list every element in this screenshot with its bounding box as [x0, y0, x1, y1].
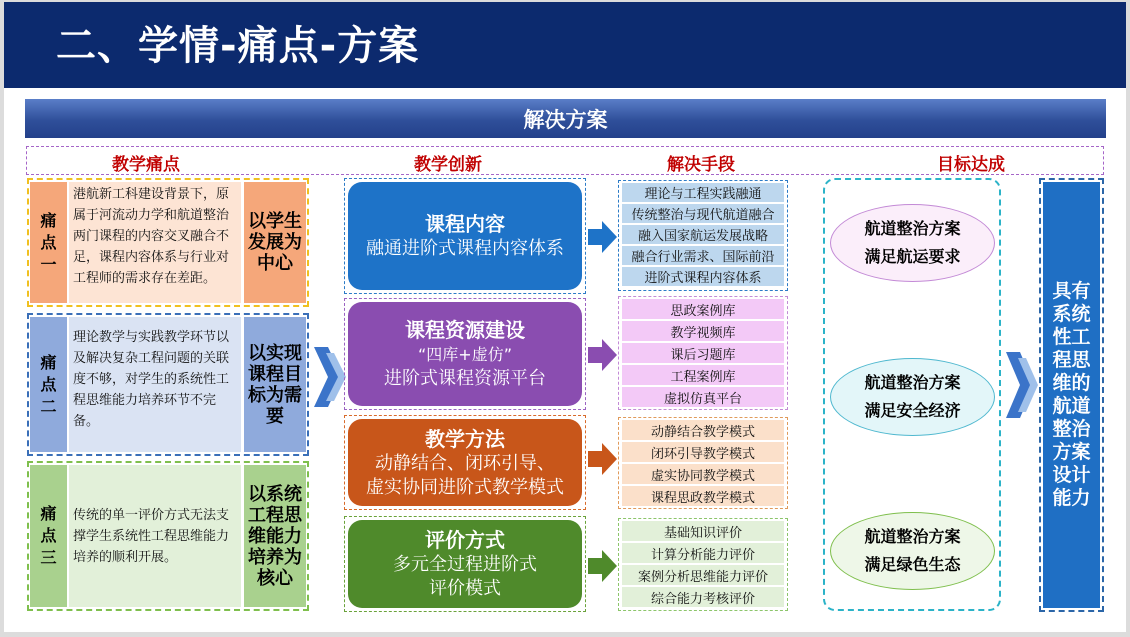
innovation-evaluation-card: [348, 520, 582, 608]
means-item: 融合行业需求、国际前沿: [622, 246, 784, 265]
means-item: 工程案例库: [622, 365, 784, 385]
means-item: 传统整治与现代航道融合: [622, 204, 784, 223]
innovation-subtitle-2: 虚实协同进阶式教学模式: [366, 476, 564, 498]
innovation-title: 课程资源建设: [405, 318, 525, 342]
means-item: 综合能力考核评价: [622, 587, 784, 607]
means-header: 解决手段: [667, 155, 735, 175]
pain-point-3-goal: 以系统工程思维能力培养为核心: [244, 465, 306, 607]
pain-point-3-text: 传统的单一评价方式无法支撑学生系统性工程思维能力培养的顺利开展。: [69, 465, 241, 607]
means-item: 课程思政教学模式: [622, 486, 784, 506]
goal-ellipse-3: 航道整治方案 满足绿色生态: [830, 512, 995, 590]
means-item: 虚拟仿真平台: [622, 387, 784, 407]
pain-point-3-label: 痛点三: [30, 465, 67, 607]
pain-point-1-label: 痛点一: [30, 182, 67, 303]
innovation-subtitle: 融通进阶式课程内容体系: [366, 238, 564, 259]
innovation-title: 教学方法: [425, 426, 505, 451]
solution-banner: 解决方案: [25, 99, 1106, 138]
innovation-subtitle-2: 评价模式: [429, 578, 501, 599]
means-item: 基础知识评价: [622, 521, 784, 541]
means-item: 虚实协同教学模式: [622, 464, 784, 484]
means-item: 案例分析思维能力评价: [622, 565, 784, 585]
innovation-teaching-method-card: [348, 419, 582, 506]
pain-point-1-goal: 以学生发展为中心: [244, 182, 306, 303]
innovation-subtitle-2: 进阶式课程资源平台: [384, 368, 546, 389]
innovation-subtitle: “四库+虚仿”: [418, 345, 512, 364]
arrow-right-icon: [588, 338, 618, 372]
means-item: 教学视频库: [622, 321, 784, 341]
arrow-right-icon: [588, 549, 618, 583]
arrow-right-icon: [588, 220, 618, 254]
pain-point-2-label: 痛点二: [30, 317, 67, 452]
pain-point-1-text: 港航新工科建设背景下，原属于河流动力学和航道整治两门课程的内容交叉融合不足，课程内容体系与行业对工程师的需求存在差距。: [69, 182, 241, 303]
means-item: 融入国家航运发展战略: [622, 225, 784, 244]
means-item: 动静结合教学模式: [622, 420, 784, 440]
innovation-subtitle: 动静结合、闭环引导、: [375, 452, 555, 474]
means-item: 进阶式课程内容体系: [622, 267, 784, 286]
means-item: 计算分析能力评价: [622, 543, 784, 563]
innovation-title: 课程内容: [425, 212, 505, 236]
means-item: 闭环引导教学模式: [622, 442, 784, 462]
innovation-header: 教学创新: [414, 155, 482, 175]
double-chevron-icon: [1004, 350, 1040, 420]
double-chevron-icon: [312, 345, 348, 409]
arrow-right-icon: [588, 442, 618, 476]
innovation-title: 评价方式: [425, 528, 505, 552]
innovation-subtitle: 多元全过程进阶式: [393, 554, 537, 575]
pain-point-2-goal: 以实现课程目标为需要: [244, 317, 306, 452]
goal-ellipse-1: 航道整治方案 满足航运要求: [830, 204, 995, 282]
means-item: 思政案例库: [622, 299, 784, 319]
goal-ellipse-2: 航道整治方案 满足安全经济: [830, 358, 995, 436]
page-title: 二、学情-痛点-方案: [56, 23, 420, 69]
means-item: 课后习题库: [622, 343, 784, 363]
innovation-course-content-card: [348, 182, 582, 290]
means-item: 理论与工程实践融通: [622, 183, 784, 202]
pain-header: 教学痛点: [112, 155, 180, 175]
pain-point-2-text: 理论教学与实践教学环节以及解决复杂工程问题的关联度不够，对学生的系统性工程思维能力培养环节不完备。: [69, 317, 241, 452]
goal-header: 目标达成: [937, 155, 1005, 175]
innovation-resources-card: [348, 302, 582, 406]
final-goal: 具有系统性工程思维的航道整治方案设计能力: [1043, 182, 1100, 608]
